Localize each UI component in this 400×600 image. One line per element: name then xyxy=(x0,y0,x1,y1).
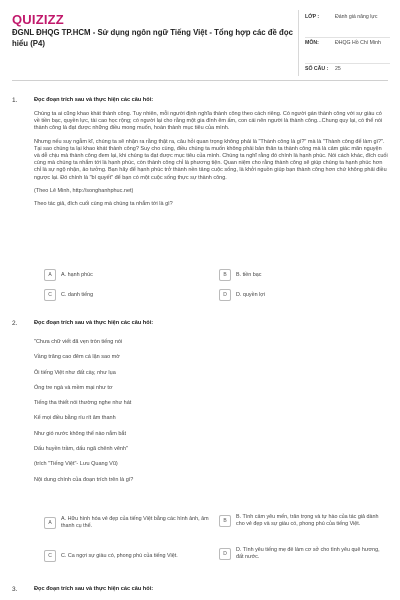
poem-line: Như gió nước không thể nào nắm bắt xyxy=(34,430,126,437)
option-text: C. danh tiếng xyxy=(61,291,94,298)
option-text: C. Ca ngợi sự giàu có, phong phú của tiếng Việt. xyxy=(61,552,178,559)
question-number: 3. xyxy=(12,586,18,593)
passage-source: (trích "Tiếng Việt"- Lưu Quang Vũ) xyxy=(34,461,118,468)
question-number: 2. xyxy=(12,320,18,327)
poem-line: Tiếng tha thiết nói thường nghe như hát xyxy=(34,400,132,407)
header-bottom-divider xyxy=(12,80,388,81)
option-letter: C xyxy=(44,289,56,301)
meta-key: MÔN: xyxy=(305,40,319,46)
answer-options xyxy=(34,514,388,570)
poem-line: Dấu huyền trầm, dấu ngã chênh vênh" xyxy=(34,446,128,453)
option-letter: D xyxy=(219,548,231,560)
option-a[interactable] xyxy=(44,516,214,530)
option-text: A. Hữu hình hóa vẻ đẹp của tiếng Việt bằng các hình ảnh, âm thanh cụ thể. xyxy=(61,516,209,529)
meta-row-count xyxy=(305,64,390,78)
poem-line: Ôi tiếng Việt như đất cày, như lụa xyxy=(34,369,116,376)
question-body xyxy=(34,111,388,214)
meta-panel xyxy=(305,12,390,78)
option-letter: A xyxy=(44,517,56,529)
option-d[interactable] xyxy=(219,547,388,561)
question-1 xyxy=(12,97,388,298)
poem-line: Vầng trăng cao đêm cá lặn sao mờ xyxy=(34,354,120,361)
meta-row-class xyxy=(305,12,390,34)
quizizz-logo: QUIZIZZ xyxy=(12,12,64,27)
page-title: ĐGNL ĐHQG TP.HCM - Sử dụng ngôn ngữ Tiếng Việt - Tổng hợp các đề đọc hiểu (P4) xyxy=(12,28,293,48)
passage-source: (Theo Lê Minh, http://songhanhphuc.net) xyxy=(34,187,134,194)
question-number: 1. xyxy=(12,97,18,104)
question-heading: Đọc đoạn trích sau và thực hiện các câu hỏi: xyxy=(34,586,154,592)
option-text: D. Tình yêu tiếng mẹ đẻ làm cơ sở cho tình yêu quê hương, đất nước. xyxy=(236,547,380,560)
meta-value: ĐHQG Hồ Chí Minh xyxy=(335,40,381,46)
meta-key: SỐ CÂU : xyxy=(305,66,329,72)
poem-excerpt xyxy=(34,339,388,492)
poem-line: Kể mọi điều bằng ríu rít âm thanh xyxy=(34,415,116,422)
question-heading: Đọc đoạn trích sau và thực hiện các câu hỏi: xyxy=(34,97,154,103)
meta-value: 25 xyxy=(335,66,341,72)
option-letter: C xyxy=(44,550,56,562)
answer-options xyxy=(34,269,388,309)
option-b[interactable] xyxy=(219,269,261,281)
meta-row-subject xyxy=(305,38,390,60)
question-3 xyxy=(12,586,388,598)
option-b[interactable] xyxy=(219,514,388,528)
option-letter: D xyxy=(219,289,231,301)
question-2 xyxy=(12,320,388,575)
option-text: B. tiền bạc xyxy=(236,271,262,278)
option-c[interactable] xyxy=(44,550,214,562)
option-letter: B xyxy=(219,515,231,527)
question-prompt: Theo tác giả, đích cuối cùng mà chúng ta nhắm tới là gì? xyxy=(34,201,173,208)
option-text: D. quyền lợi xyxy=(236,291,266,298)
meta-key: LỚP : xyxy=(305,14,320,20)
passage-paragraph: Nhưng nếu suy ngẫm kĩ, chúng ta sẽ nhận ra rằng thật ra, câu hỏi quan trọng không phải là "Thành công là gì?" mà là "Thành công để làm gì?". Tại sao chúng ta lại khao khát thành công? Suy cho cùng, điều chúng ta muốn không phải bản thân ta thành công mà là cảm giác mãn nguyện và dễ chịu mà thành công đem lại, khi chúng ta đạt được mục tiêu của mình. Chúng ta nghĩ rằng đó chính là hạnh phúc. Nói cách khác, đích cuối cùng mà chúng ta nhắm tới là hạnh phúc, còn thành công chỉ là phương tiện. Quan niệm cho rằng thành công sẽ giúp chúng ta hạnh phúc hơn chỉ là sự ngộ nhận, ảo tưởng. Bạn hãy để hạnh phúc trở thành nền tảng cuộc sống, là khởi nguồn giúp bạn thành công hơn chứ không phải điều ngược lại. Đó chính là "bí quyết" để bạn có một cuộc sống thực sự thành công. xyxy=(34,138,388,181)
meta-value: Đánh giá năng lực xyxy=(335,14,378,20)
worksheet-header xyxy=(12,10,388,76)
option-text: B. Tình cảm yêu mến, trân trọng và tự hào của tác giả dành cho vẻ đẹp và sự giàu có, phong phú của tiếng Việt. xyxy=(236,514,379,527)
poem-line: "Chưa chữ viết đã vẹn tròn tiếng nói xyxy=(34,339,123,345)
poem-line: Óng tre ngà và mềm mại như tơ xyxy=(34,384,113,391)
option-text: A. hạnh phúc xyxy=(61,271,93,278)
option-letter: A xyxy=(44,269,56,281)
question-heading: Đọc đoạn trích sau và thực hiện các câu hỏi: xyxy=(34,320,154,326)
passage-paragraph: Chúng ta ai cũng khao khát thành công. Tuy nhiên, mỗi người định nghĩa thành công theo cách riêng. Có người gán thành công với sự giàu có về tiền bạc, quyền lực, tài cao học rộng; có người lại cho rằng một gia đình êm ấm, con cái nên người là thành công...Chung quy lại, có thể nói thành công là đạt được những điều mong muốn, hoàn thành mục tiêu của mình. xyxy=(34,111,383,132)
option-c[interactable] xyxy=(44,289,93,301)
option-letter: B xyxy=(219,269,231,281)
header-divider xyxy=(298,10,299,76)
option-d[interactable] xyxy=(219,289,265,301)
option-a[interactable] xyxy=(44,269,93,281)
question-prompt: Nội dung chính của đoạn trích trên là gì? xyxy=(34,476,134,483)
